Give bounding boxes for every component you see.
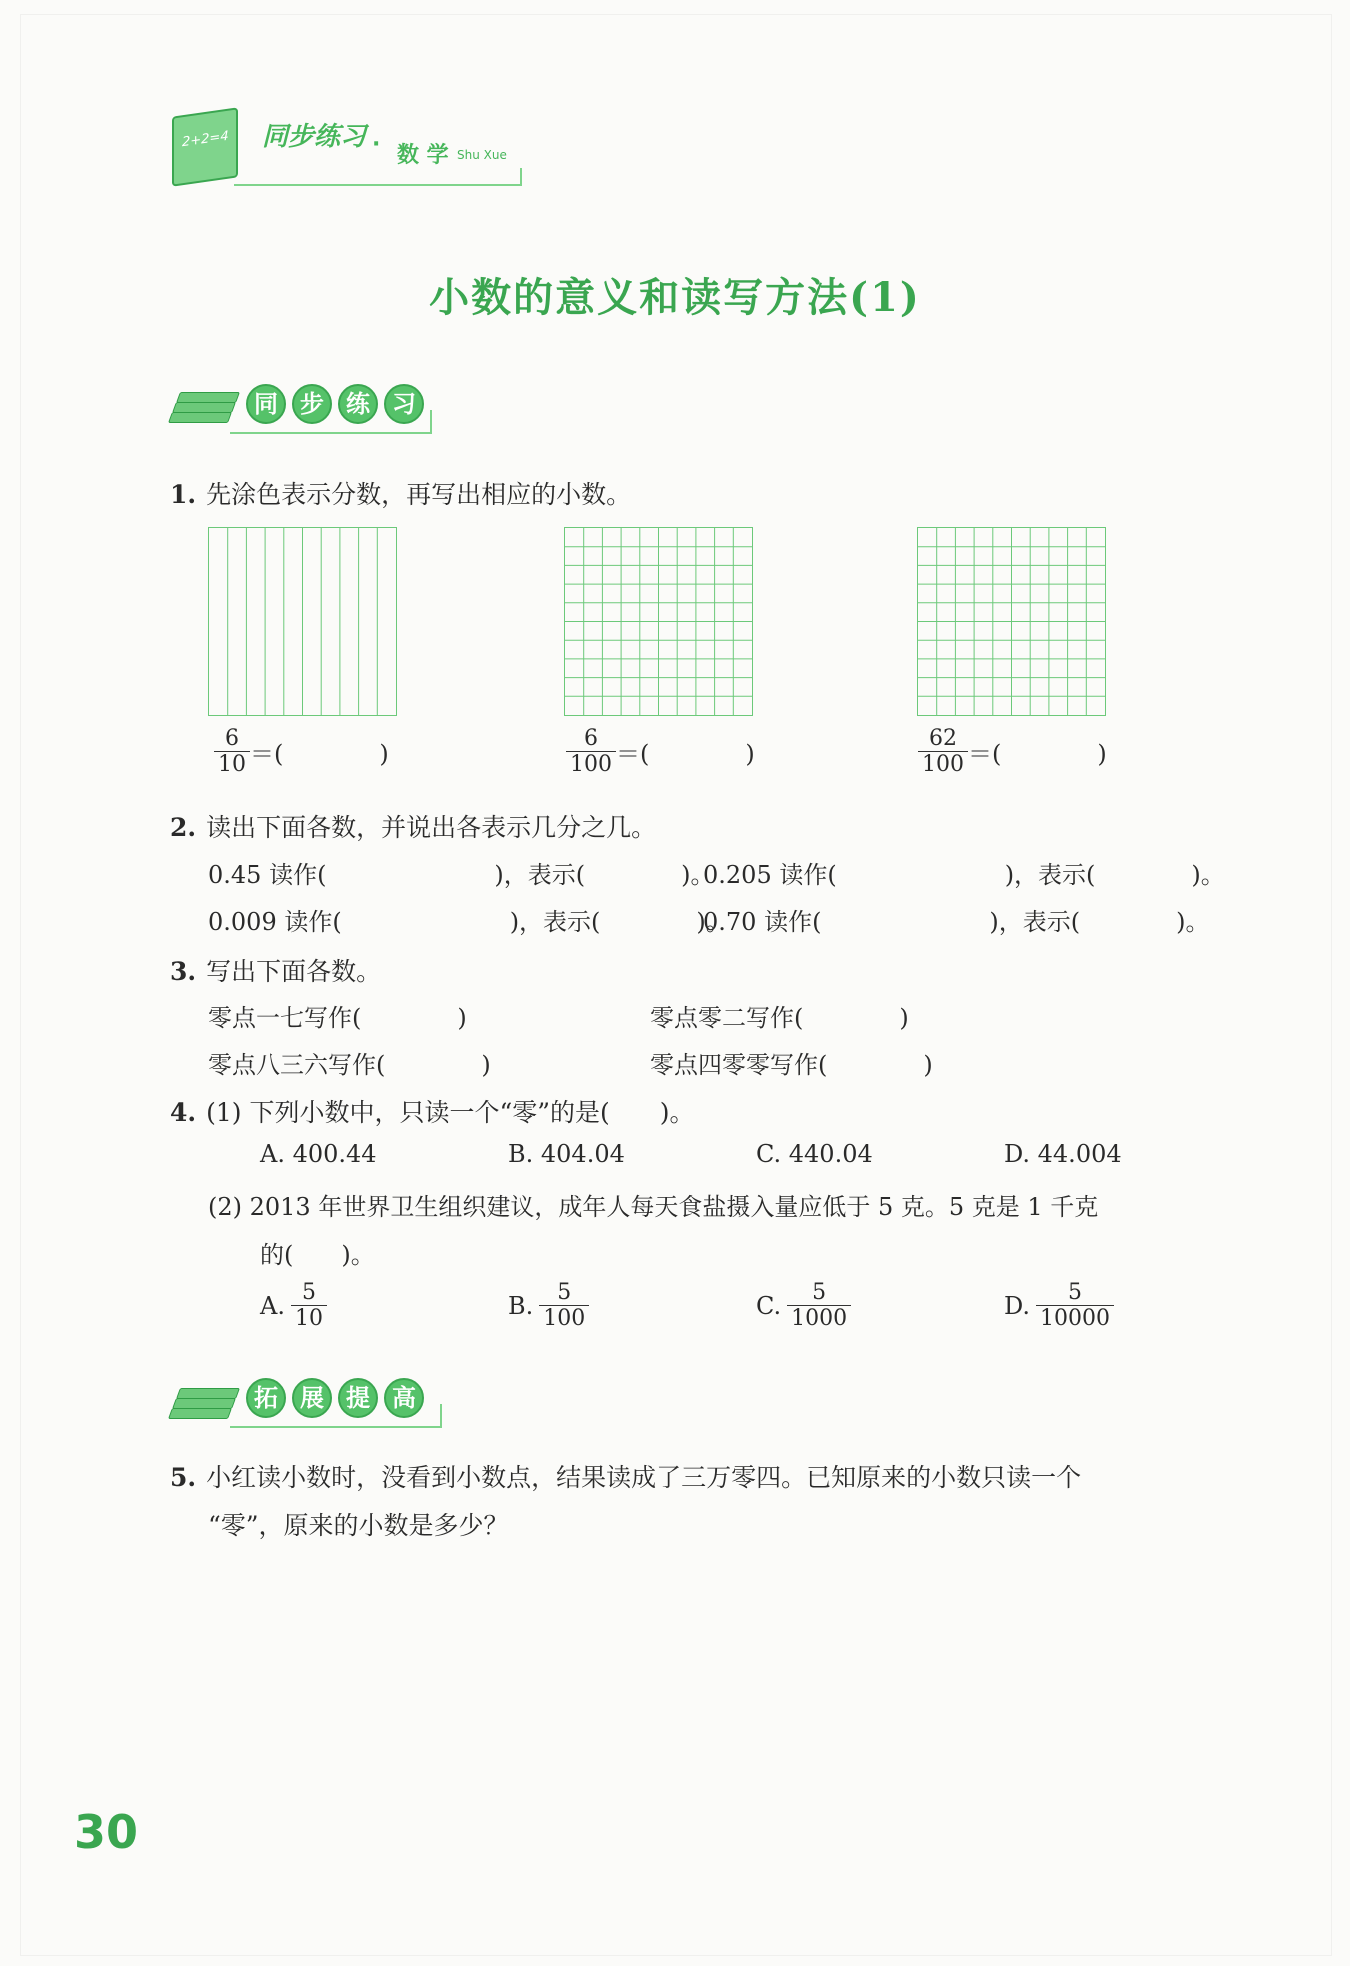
banner-char: 展 [292,1378,332,1418]
question-5-cont: “零”，原来的小数是多少？ [208,1511,509,1540]
question-text: 读出下面各数，并说出各表示几分之几。 [206,813,657,842]
q3-item[interactable]: 零点四零零写作( ) [650,1051,933,1079]
question-text: 小红读小数时，没看到小数点，结果读成了三万零四。已知原来的小数只读一个 [206,1463,1082,1492]
book-label: 2+2=4 [182,128,229,151]
question-number: 3. [170,957,197,986]
q3-item[interactable]: 零点零二写作( ) [650,1004,909,1032]
banner-char: 拓 [246,1378,286,1418]
q1-item-1 [214,726,389,778]
books-icon [170,386,232,430]
choice-a[interactable]: A. 400.44 [260,1140,377,1168]
q1-item-2 [566,726,755,778]
section-banner-extension [170,1370,450,1430]
fraction: $\frac{5}{100}$ [539,1280,589,1332]
question-3 [170,952,381,988]
choice-label: A. [260,1291,285,1320]
section-banner-practice [170,376,440,436]
header-logo [172,108,522,188]
choice-c[interactable]: C. 440.04 [756,1140,873,1168]
fraction: $\frac{5}{10000}$ [1036,1280,1114,1332]
banner-char: 高 [384,1378,424,1418]
q3-item[interactable]: 零点八三六写作( ) [208,1051,491,1079]
q2-item[interactable]: 0.205 读作( )，表示( )。 [703,861,1225,889]
grid-hundredths-1[interactable] [564,527,753,716]
question-4-part-2-cont: 的( )。 [260,1241,375,1269]
q2-item[interactable]: 0.45 读作( )，表示( )。 [208,861,715,889]
fraction: $\frac{5}{10}$ [291,1280,327,1332]
subject-title: 数 学 [397,143,449,168]
q2-item[interactable]: 0.009 读作( )，表示( )。 [208,908,730,936]
choice-b[interactable] [508,1280,589,1332]
banner-char: 练 [338,384,378,424]
question-number: 2. [170,813,197,842]
question-number: 5. [170,1463,197,1492]
question-number: 4. [170,1098,197,1127]
answer-blank[interactable]: ＝( ) [968,740,1107,769]
fraction: $\frac{6}{10}$ [214,726,250,778]
choice-d[interactable]: D. 44.004 [1004,1140,1122,1168]
question-number: 1. [170,480,197,509]
lesson-title: 小数的意义和读写方法(1) [429,274,921,321]
q2-item[interactable]: 0.70 读作( )，表示( )。 [703,908,1210,936]
question-1 [170,475,631,511]
banner-char: 同 [246,384,286,424]
question-4-part-2: (2) 2013 年世界卫生组织建议，成年人每天食盐摄入量应低于 5 克。5 克是 1 千克 [208,1193,1099,1221]
banner-char: 步 [292,384,332,424]
choice-label: C. [756,1291,782,1320]
question-text: 写出下面各数。 [206,957,382,986]
choice-a[interactable] [260,1280,327,1332]
choice-d[interactable] [1004,1280,1114,1332]
banner-char: 习 [384,384,424,424]
header-underline [234,168,522,186]
grid-tenths[interactable] [208,527,397,716]
subject-pinyin: Shu Xue [457,148,507,162]
book-icon [172,107,238,186]
question-text: (1) 下列小数中，只读一个“零”的是( )。 [206,1098,695,1127]
question-2 [170,808,656,844]
fraction: $\frac{5}{1000}$ [787,1280,851,1332]
choice-label: D. [1004,1291,1031,1320]
choice-c[interactable] [756,1280,851,1332]
q1-item-3 [918,726,1107,778]
answer-blank[interactable]: ＝( ) [250,740,389,769]
answer-blank[interactable]: ＝( ) [616,740,755,769]
series-title: 同步练习 [262,122,367,152]
banner-char: 提 [338,1378,378,1418]
fraction: $\frac{62}{100}$ [918,726,968,778]
question-text: 先涂色表示分数，再写出相应的小数。 [206,480,632,509]
question-5 [170,1458,1081,1494]
grid-hundredths-2[interactable] [917,527,1106,716]
series-dot: · [372,132,381,157]
choice-b[interactable]: B. 404.04 [508,1140,625,1168]
choice-label: B. [508,1291,534,1320]
question-4 [170,1093,695,1129]
q3-item[interactable]: 零点一七写作( ) [208,1004,467,1032]
page-number: 30 [74,1805,139,1859]
books-icon [170,1380,232,1424]
fraction: $\frac{6}{100}$ [566,726,616,778]
